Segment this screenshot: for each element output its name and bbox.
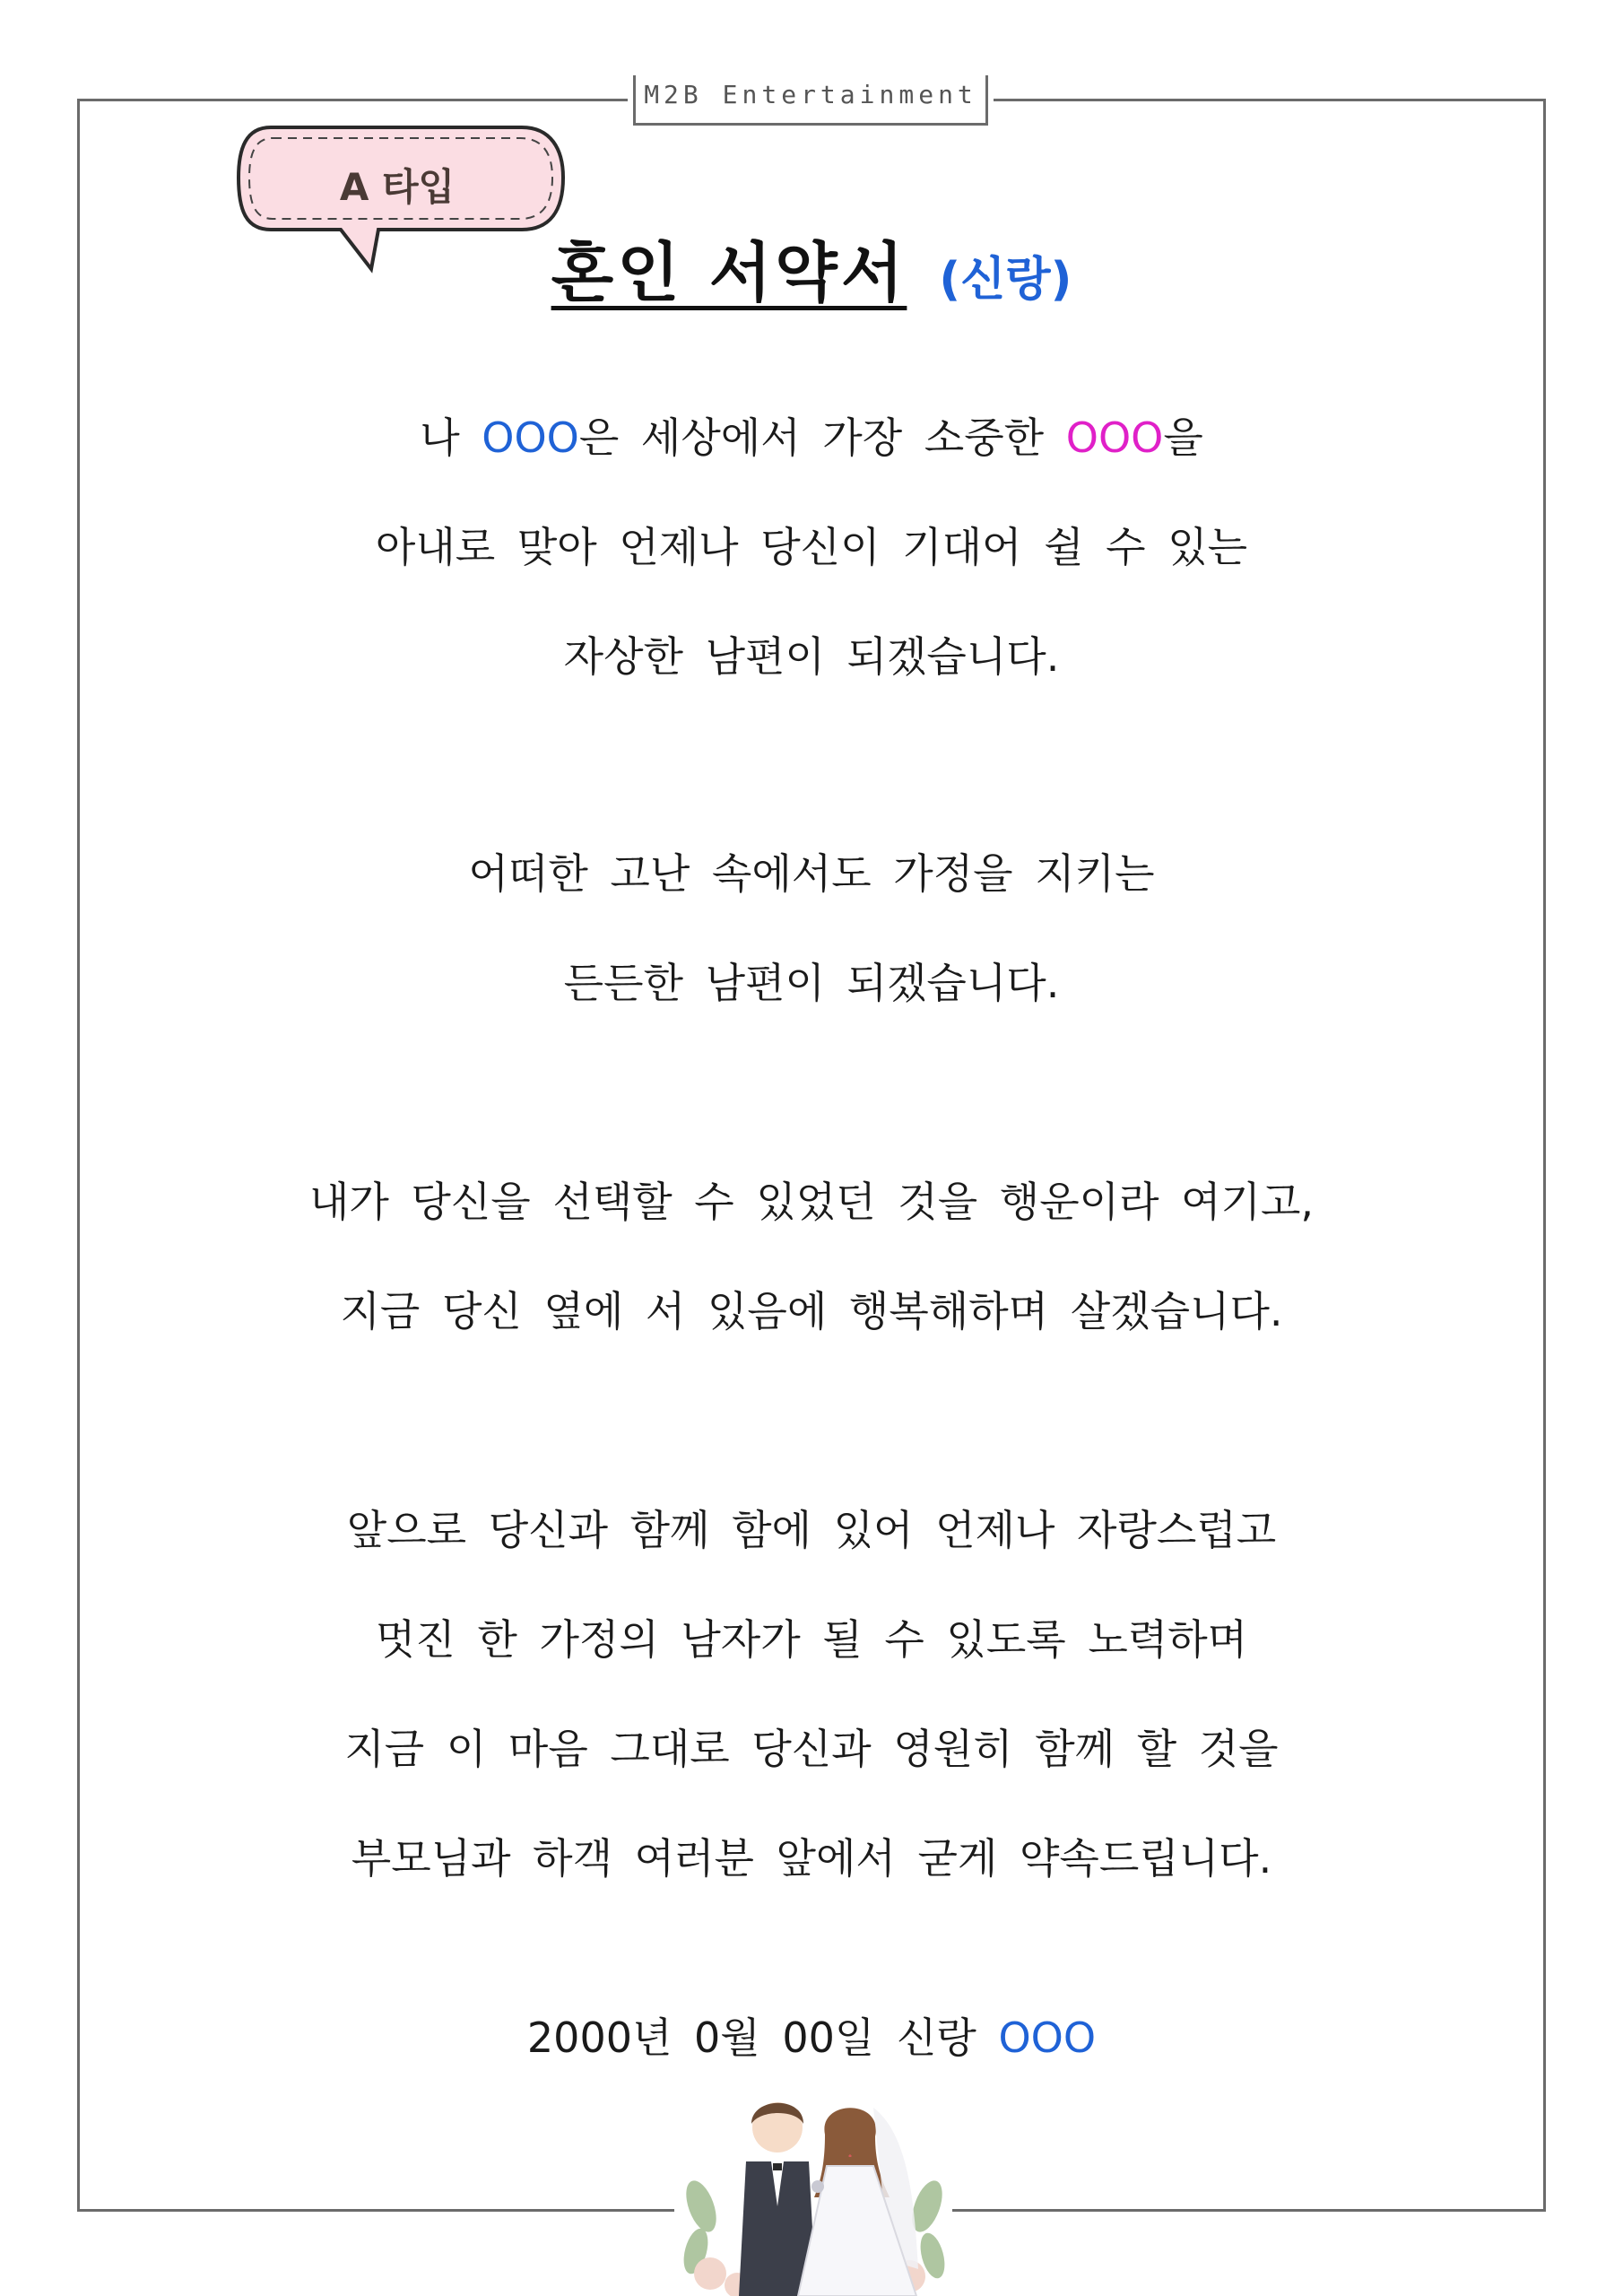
bride-name-placeholder: OOO bbox=[1065, 413, 1164, 462]
badge-label: A 타입 bbox=[339, 165, 456, 209]
page-title: 혼인 서약서 bbox=[551, 235, 907, 310]
bride-and-groom-illustration bbox=[674, 2072, 952, 2296]
vow-line: 내가 당신을 선택할 수 있었던 것을 행운이라 여기고, bbox=[308, 1178, 1315, 1226]
title-block bbox=[0, 221, 1623, 314]
vow-line: 아내로 맞아 언제나 당신이 기대어 쉴 수 있는 bbox=[375, 523, 1248, 571]
vow-text: 은 세상에서 가장 소중한 bbox=[578, 413, 1066, 462]
brand-label: M2B Entertainment bbox=[633, 75, 988, 126]
vow-line: 지금 이 마음 그대로 당신과 영원히 함께 할 것을 bbox=[344, 1725, 1279, 1773]
vow-line: 멋진 한 가정의 남자가 될 수 있도록 노력하며 bbox=[375, 1615, 1248, 1664]
vow-line: 앞으로 당신과 함께 함에 있어 언제나 자랑스럽고 bbox=[346, 1506, 1277, 1554]
vow-line: 자상한 남편이 되겠습니다. bbox=[563, 632, 1060, 681]
signature-line bbox=[0, 2005, 1623, 2065]
vow-text: 나 bbox=[420, 413, 482, 462]
vow-line: 부모님과 하객 여러분 앞에서 굳게 약속드립니다. bbox=[351, 1834, 1272, 1883]
vow-line: 지금 당신 옆에 서 있음에 행복해하며 살겠습니다. bbox=[340, 1287, 1283, 1335]
groom-name-placeholder: OOO bbox=[482, 413, 579, 462]
signature-date: 2000년 0월 00일 신랑 bbox=[526, 2013, 999, 2062]
vow-text: 을 bbox=[1163, 413, 1203, 462]
vow-line bbox=[0, 405, 1623, 465]
vow-line: 든든한 남편이 되겠습니다. bbox=[563, 959, 1060, 1007]
vow-line: 어떠한 고난 속에서도 가정을 지키는 bbox=[468, 849, 1155, 898]
signature-name-placeholder: OOO bbox=[998, 2013, 1097, 2062]
title-role: (신랑) bbox=[939, 253, 1072, 307]
